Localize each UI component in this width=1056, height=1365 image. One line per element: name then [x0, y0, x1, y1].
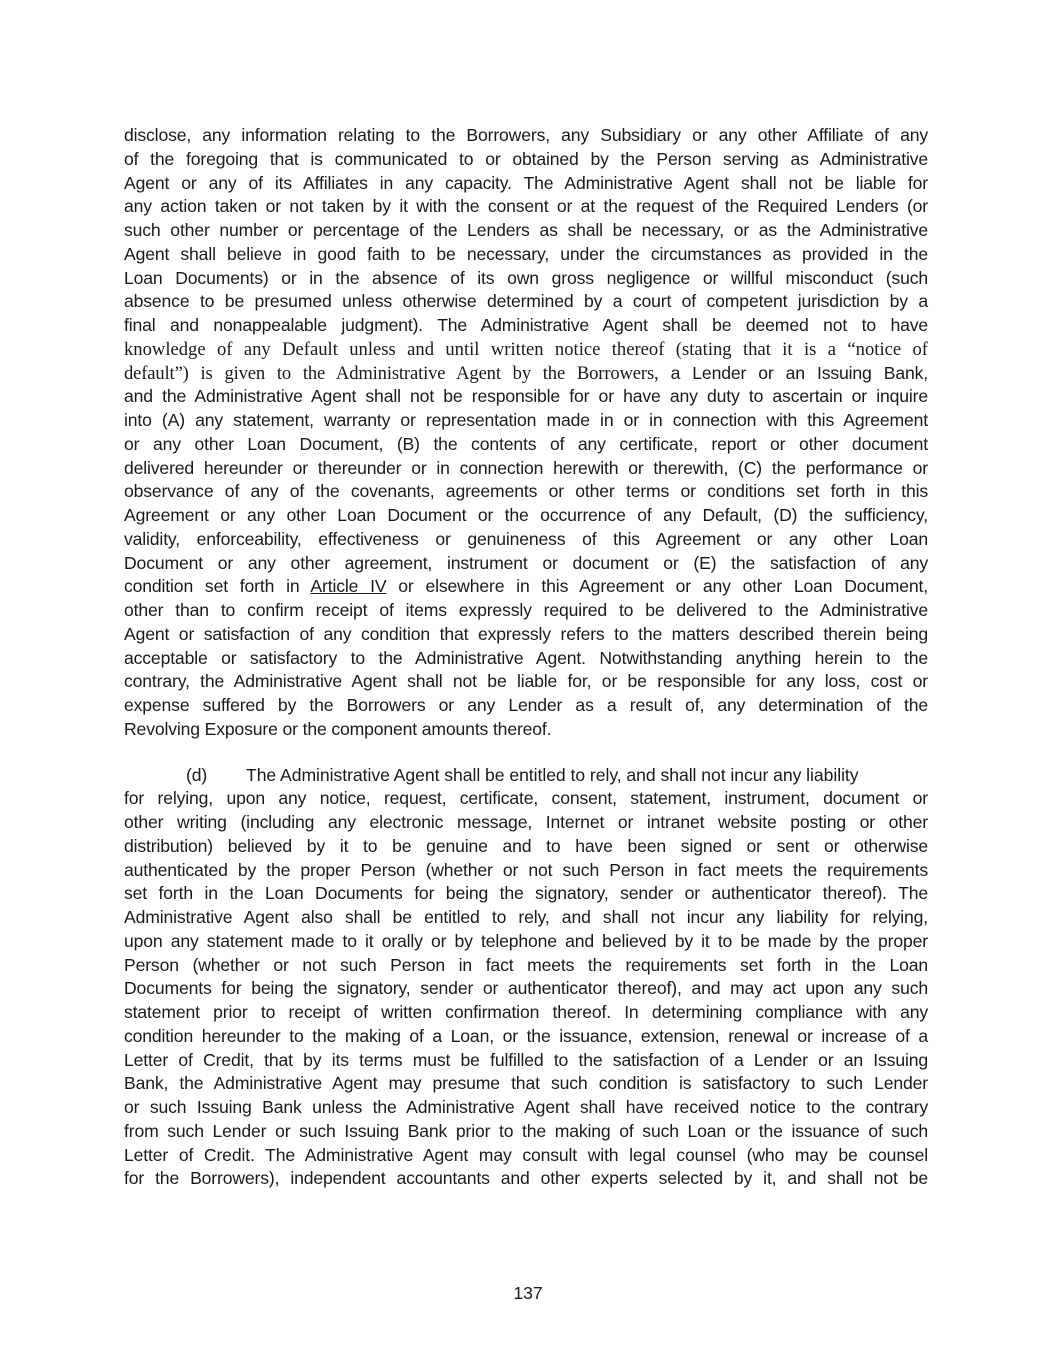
- text-line: disclose, any information relating to the Borrowers, any Subsidiary or any other Affiliate of any: [124, 125, 928, 145]
- text-line: final and nonappealable judgment). The Administrative Agent shall be deemed not to have: [124, 315, 928, 335]
- text-line-mixed: [124, 362, 928, 386]
- text-line: authenticated by the proper Person (whether or not such Person in fact meets the requirements: [124, 859, 928, 880]
- text-line: observance of any of the covenants, agreements or other terms or conditions set forth in this: [124, 481, 928, 502]
- text-line: Agent shall believe in good faith to be necessary, under the circumstances as provided in the: [124, 243, 928, 264]
- text-line: or such Issuing Bank unless the Administrative Agent shall have received notice to the contrary: [124, 1097, 928, 1117]
- text-fragment: condition set forth in: [124, 576, 311, 597]
- text-line: Agreement or any other Loan Document or the occurrence of any Default, (D) the sufficiency,: [124, 505, 928, 525]
- text-line: absence to be presumed unless otherwise determined by a court of competent jurisdiction by a: [124, 291, 928, 312]
- paragraph-c-continuation: [124, 124, 928, 742]
- text-line: Administrative Agent also shall be entitled to rely, and shall not incur any liability for relying,: [124, 907, 928, 927]
- text-line: for relying, upon any notice, request, certificate, consent, statement, instrument, document or: [124, 788, 928, 809]
- text-line: Bank, the Administrative Agent may presume that such condition is satisfactory to such Lender: [124, 1073, 928, 1094]
- text-line: Document or any other agreement, instrument or document or (E) the satisfaction of any: [124, 552, 928, 573]
- text-fragment: The Administrative Agent shall be entitled to rely, and shall not incur any liability: [246, 764, 859, 785]
- text-line: Revolving Exposure or the component amounts thereof.: [124, 718, 552, 739]
- text-line: Letter of Credit, that by its terms must be fulfilled to the satisfaction of a Lender or an Issuing: [124, 1049, 928, 1070]
- text-line: Letter of Credit. The Administrative Agent may consult with legal counsel (who may be counsel: [124, 1144, 928, 1165]
- text-line: knowledge of any Default unless and until written notice thereof (stating that it is a “notice of: [124, 338, 928, 360]
- serif-fragment: default”) is given to the Administrative Agent by the Borrowers,: [124, 362, 659, 384]
- sans-fragment: a Lender or an Issuing Bank,: [658, 362, 928, 383]
- text-line: Person (whether or not such Person in fact meets the requirements set forth in the Loan: [124, 954, 928, 975]
- text-line: or any other Loan Document, (B) the contents of any certificate, report or other document: [124, 433, 928, 454]
- text-line: and the Administrative Agent shall not be responsible for or have any duty to ascertain or inquire: [124, 386, 928, 407]
- text-line: other than to confirm receipt of items expressly required to be delivered to the Administrative: [124, 600, 928, 620]
- text-line: other writing (including any electronic message, Internet or intranet website posting or other: [124, 812, 928, 832]
- text-line: Documents for being the signatory, sender or authenticator thereof), and may act upon any such: [124, 978, 928, 999]
- text-line: into (A) any statement, warranty or representation made in or in connection with this Agreement: [124, 410, 928, 430]
- text-line-with-reference: [124, 575, 928, 599]
- text-line-first: [124, 764, 928, 788]
- text-line: validity, enforceability, effectiveness or genuineness of this Agreement or any other Loan: [124, 528, 928, 549]
- article-reference-link[interactable]: Article IV: [310, 576, 387, 597]
- text-line: statement prior to receipt of written confirmation thereof. In determining compliance with any: [124, 1002, 928, 1022]
- paragraph-spacer: [124, 742, 928, 764]
- text-line: acceptable or satisfactory to the Administrative Agent. Notwithstanding anything herein to the: [124, 647, 928, 668]
- text-line: of the foregoing that is communicated to or obtained by the Person serving as Administrative: [124, 148, 928, 169]
- text-line: delivered hereunder or thereunder or in connection herewith or therewith, (C) the performance or: [124, 457, 928, 478]
- text-line: from such Lender or such Issuing Bank prior to the making of such Loan or the issuance of such: [124, 1120, 928, 1141]
- text-line: Loan Documents) or in the absence of its own gross negligence or willful misconduct (such: [124, 267, 928, 288]
- text-line: contrary, the Administrative Agent shall not be liable for, or be responsible for any loss, cost or: [124, 671, 928, 692]
- text-line: distribution) believed by it to be genuine and to have been signed or sent or otherwise: [124, 835, 928, 856]
- text-line: Agent or satisfaction of any condition that expressly refers to the matters described therein being: [124, 623, 928, 644]
- text-line: set forth in the Loan Documents for being the signatory, sender or authenticator thereof). The: [124, 883, 928, 904]
- text-line: condition hereunder to the making of a Loan, or the issuance, extension, renewal or increase of a: [124, 1025, 928, 1046]
- text-line: such other number or percentage of the Lenders as shall be necessary, or as the Administrative: [124, 220, 928, 240]
- page-number: 137: [513, 1283, 543, 1303]
- text-line: for the Borrowers), independent accountants and other experts selected by it, and shall not be: [124, 1168, 928, 1189]
- text-line: upon any statement made to it orally or by telephone and believed by it to be made by the proper: [124, 930, 928, 951]
- text-line: any action taken or not taken by it with the consent or at the request of the Required Lenders (or: [124, 196, 928, 217]
- text-line: expense suffered by the Borrowers or any Lender as a result of, any determination of the: [124, 695, 928, 715]
- text-line: Agent or any of its Affiliates in any capacity. The Administrative Agent shall not be liable for: [124, 172, 928, 193]
- paragraph-marker: (d): [186, 764, 208, 785]
- text-fragment: or elsewhere in this Agreement or any other Loan Document,: [386, 576, 928, 597]
- paragraph-d: [124, 764, 928, 1192]
- document-page: [124, 124, 928, 1191]
